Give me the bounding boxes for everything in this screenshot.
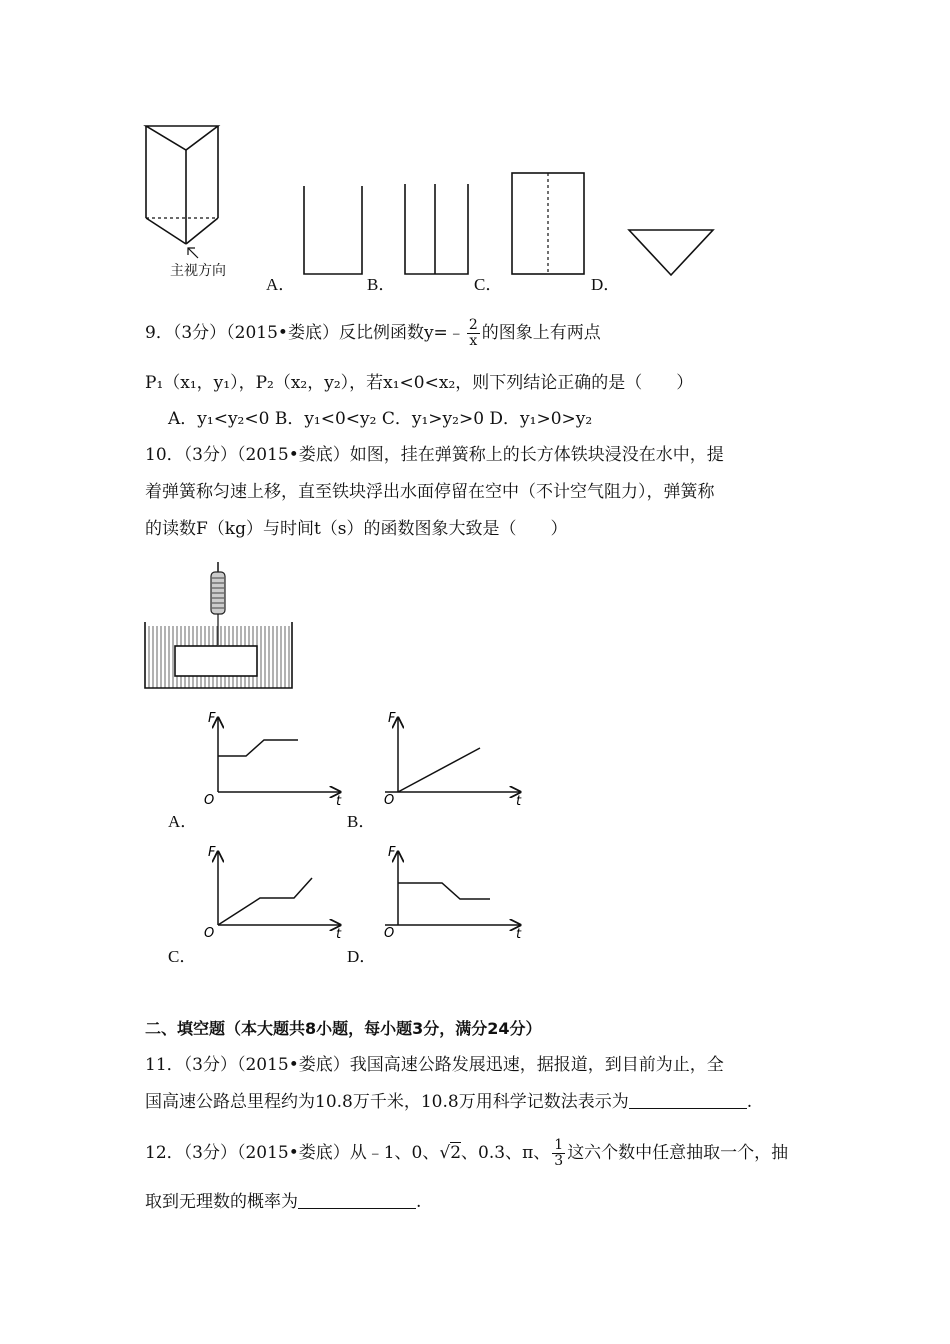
graph-b-origin: O [384,793,395,808]
section-heading: 二、填空题（本大题共8小题，每小题3分，满分24分） [145,1019,542,1038]
q11-line2 [145,1090,752,1114]
q10-line2: 着弹簧称匀速上移，直至铁块浮出水面停留在空中（不计空气阻力），弹簧称 [145,482,715,502]
q12-post: 这六个数中任意抽取一个，抽 [567,1143,789,1163]
q9-choices: A．y₁<y₂<0 B．y₁<0<y₂ C．y₁>y₂>0 D．y₁>0>y₂ [168,409,593,429]
q12-fraction [552,1138,565,1169]
graph-b-axis-x: t [516,794,522,809]
graph-d-axis-x: t [516,927,522,942]
q8-option-a-label: A． [266,275,296,294]
q12-line2-end: . [416,1192,422,1212]
q8-option-c-label: C． [474,275,503,294]
graph-d-axis-y: F [388,845,396,860]
graph-a-axis-y: F [208,711,216,726]
q12-answer-blank[interactable] [298,1190,416,1209]
q9-line2: P₁（x₁，y₁），P₂（x₂，y₂），若x₁<0<x₂，则下列结论正确的是（ ） [145,373,694,393]
q9-frac-num: 2 [468,317,478,333]
q8-option-d-label: D． [591,275,621,294]
graph-c-origin: O [204,926,215,941]
q12-frac-den: 3 [554,1153,564,1169]
q10-option-d-label: D． [347,947,377,966]
q9-stem [145,318,601,349]
graph-c-axis-x: t [336,927,342,942]
option-d-shape [629,230,713,275]
q10-option-c-label: C． [168,947,197,966]
graph-a-axis-x: t [336,794,342,809]
q11-line1: 11．（3分）（2015•娄底）我国高速公路发展迅速，据报道，到目前为止，全 [145,1055,724,1075]
q12-line1 [145,1138,788,1169]
q8-figures [0,0,950,300]
graph-c-axis-y: F [208,845,216,860]
spring-scale-figure [140,560,300,695]
option-c-shape [512,173,584,274]
option-a-shape [304,186,362,274]
q12-line2 [145,1190,421,1214]
q12-frac-num: 1 [554,1137,564,1153]
q10-option-b-label: B． [347,812,376,831]
q12-sqrt-val: 2 [450,1143,462,1163]
graph-c [218,852,340,925]
q12-line2-text: 取到无理数的概率为 [145,1192,298,1212]
graph-a [218,718,340,792]
q9-frac-den: x [469,333,478,349]
q10-line3: 的读数F（kg）与时间t（s）的函数图象大致是（ ） [145,519,568,539]
q11-line2-end: . [746,1092,753,1112]
q9-source: （2015•娄底） [226,323,339,343]
q10-option-a-label: A． [168,812,198,831]
option-b-shape [405,184,468,274]
q12-sqrt [439,1141,461,1165]
graph-b-axis-y: F [388,711,396,726]
q11-line2-text: 国高速公路总里程约为10.8万千米，10.8万用科学记数法表示为 [145,1092,629,1112]
prism-figure [146,126,218,258]
q11-answer-blank[interactable] [629,1090,747,1109]
graph-d [385,852,520,925]
view-direction-caption: 主视方向 [170,263,226,279]
q9-score: （3分） [172,323,227,343]
q9-fraction [467,318,480,349]
graph-a-origin: O [204,793,215,808]
q8-option-b-label: B． [367,275,396,294]
q9-stem-post: 的图象上有两点 [481,323,601,343]
q12-mid: 、0.3、π、 [461,1143,551,1163]
graph-d-origin: O [384,926,395,941]
q10-line1: 10．（3分）（2015•娄底）如图，挂在弹簧称上的长方体铁块浸没在水中，提 [145,445,724,465]
q9-number: 9． [145,323,173,343]
sqrt-icon: √ [439,1143,451,1163]
graph-b [385,718,520,792]
q12-pre: 12．（3分）（2015•娄底）从﹣1、0、 [145,1143,440,1163]
q9-stem-pre: 反比例函数y=﹣ [338,323,465,343]
